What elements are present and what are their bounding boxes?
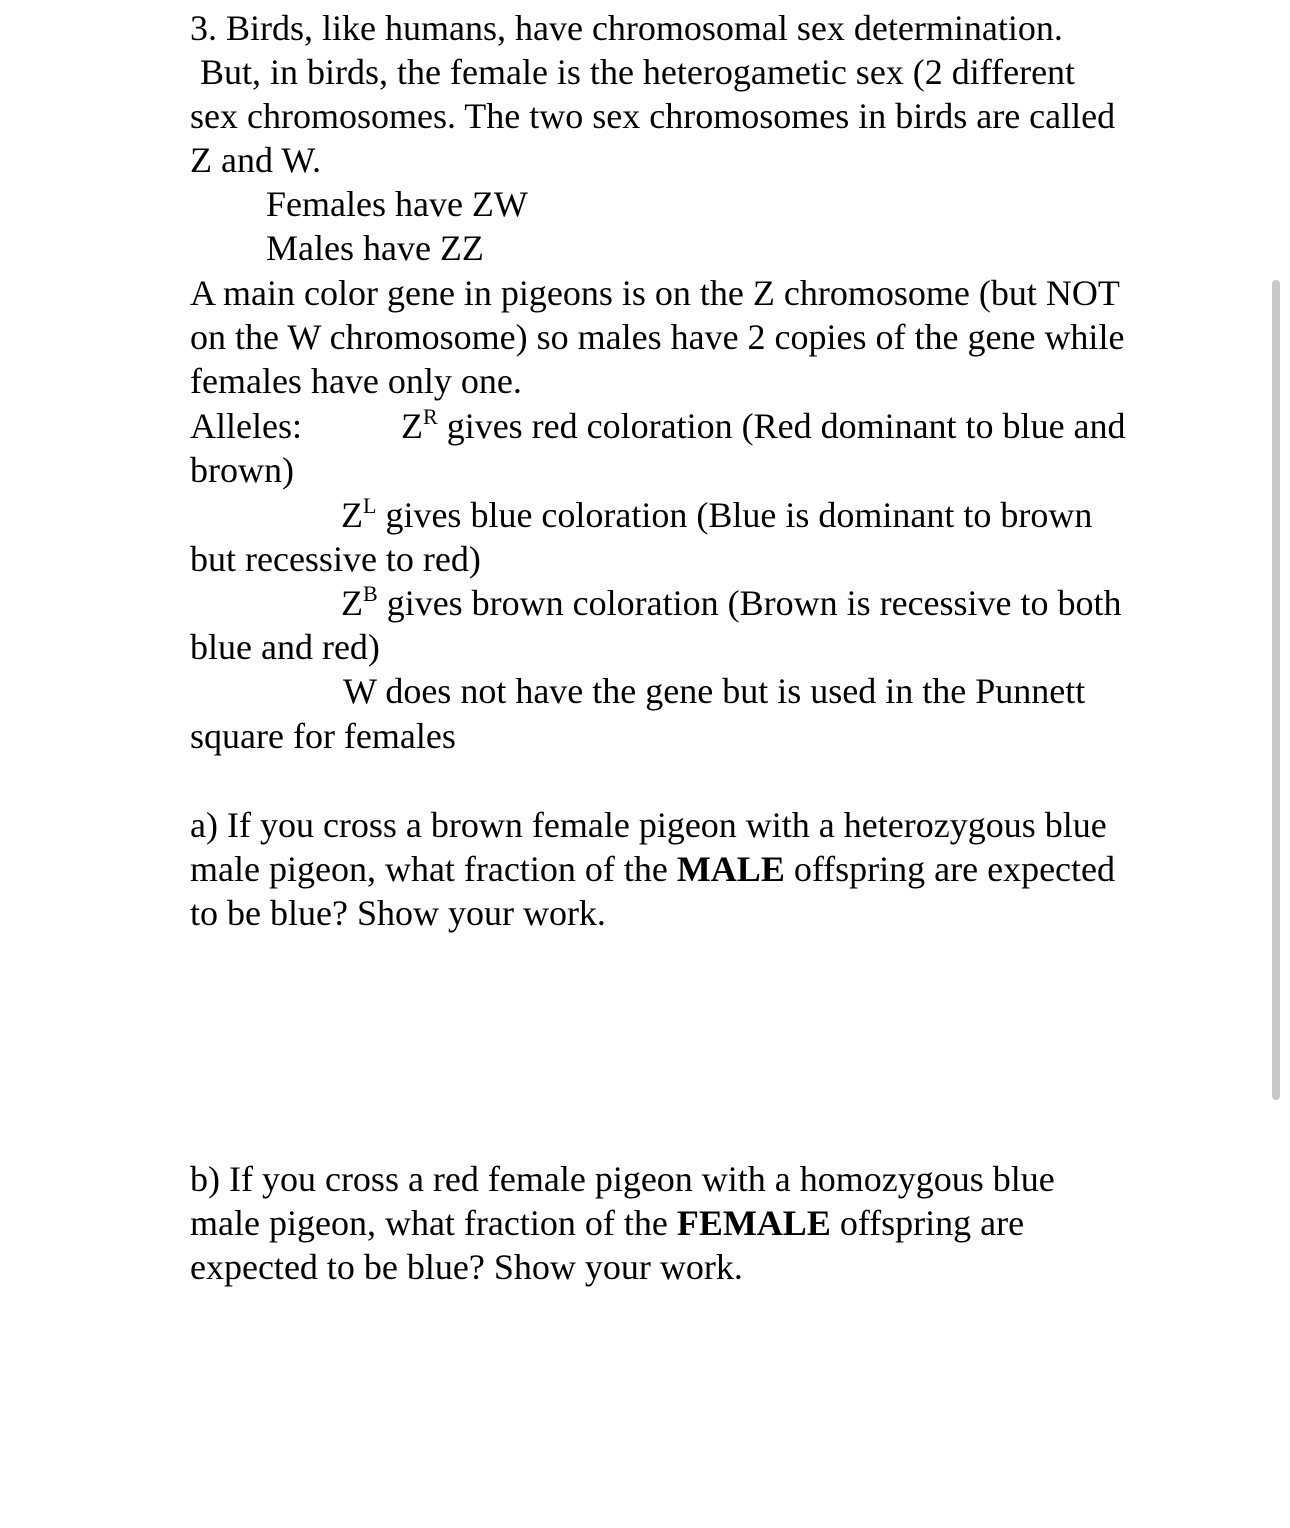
question-a-emphasis: MALE: [676, 849, 785, 889]
question-b-line-1: b) If you cross a red female pigeon with a homozygous blue: [190, 1159, 1055, 1199]
allele-red-text: gives red coloration (Red dominant to blue and: [437, 406, 1126, 446]
allele-red-cont: brown): [190, 450, 294, 490]
intro-line-4: Z and W.: [190, 140, 321, 180]
vertical-scrollbar[interactable]: [1272, 280, 1280, 1100]
allele-blue-text: gives blue coloration (Blue is dominant to brown: [376, 495, 1093, 535]
question-a-text: male pigeon, what fraction of the: [190, 849, 677, 889]
intro-line-1: 3. Birds, like humans, have chromosomal sex determination.: [190, 8, 1063, 48]
allele-blue: [341, 493, 1092, 537]
alleles-label: Alleles:: [190, 406, 302, 446]
allele-red: [401, 404, 1126, 448]
intro-line-2: But, in birds, the female is the heterogametic sex (2 different: [200, 52, 1076, 92]
allele-w: W does not have the gene but is used in the Punnett: [343, 671, 1086, 711]
allele-blue-sup: L: [363, 493, 377, 518]
allele-blue-cont: but recessive to red): [190, 539, 481, 579]
gene-line-1: A main color gene in pigeons is on the Z chromosome (but NOT: [190, 273, 1120, 313]
question-b-emphasis: FEMALE: [676, 1203, 831, 1243]
gene-line-3: females have only one.: [190, 361, 522, 401]
question-a-text-end: offspring are expected: [784, 849, 1116, 889]
intro-line-3: sex chromosomes. The two sex chromosomes in birds are called: [190, 96, 1116, 136]
allele-brown-base: Z: [341, 583, 363, 623]
females-line: Females have ZW: [266, 184, 528, 224]
question-b-line-2: [190, 1201, 1024, 1245]
males-line: Males have ZZ: [266, 228, 484, 268]
question-a-line-3: to be blue? Show your work.: [190, 893, 606, 933]
allele-brown-sup: B: [363, 581, 378, 606]
question-b-line-3: expected to be blue? Show your work.: [190, 1247, 743, 1287]
allele-red-base: Z: [401, 406, 423, 446]
question-b-text: male pigeon, what fraction of the: [190, 1203, 677, 1243]
question-a-line-2: [190, 847, 1115, 891]
allele-brown: [341, 581, 1122, 625]
allele-red-sup: R: [423, 404, 438, 429]
allele-w-cont: square for females: [190, 716, 456, 756]
allele-brown-text: gives brown coloration (Brown is recessive to both: [377, 583, 1122, 623]
allele-blue-base: Z: [341, 495, 363, 535]
question-b-text-end: offspring are: [830, 1203, 1025, 1243]
question-a-line-1: a) If you cross a brown female pigeon with a heterozygous blue: [190, 805, 1107, 845]
gene-line-2: on the W chromosome) so males have 2 copies of the gene while: [190, 317, 1125, 357]
allele-brown-cont: blue and red): [190, 627, 380, 667]
